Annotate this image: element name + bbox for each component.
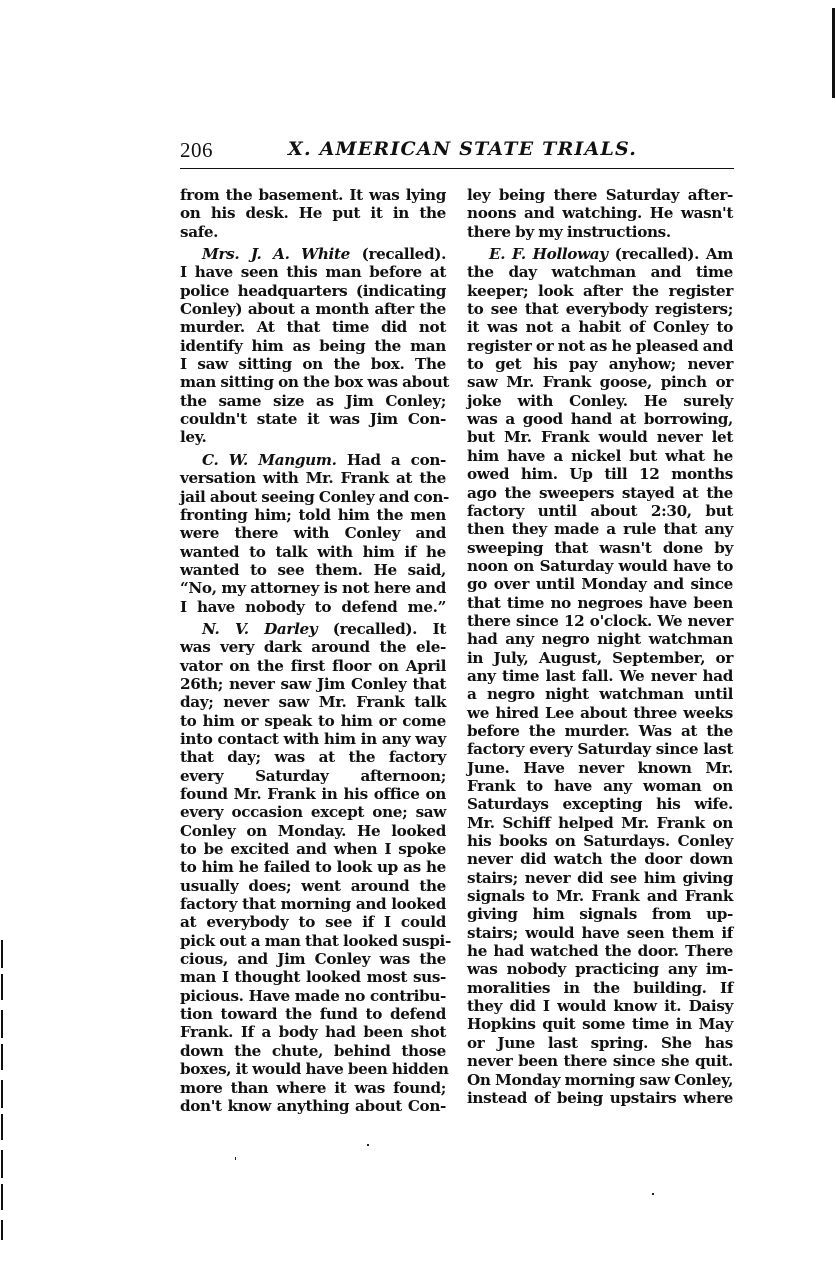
text-line: ley being there Saturday after- bbox=[467, 186, 733, 204]
text-line: ley. bbox=[180, 428, 207, 447]
text-line: the day watchman and time bbox=[467, 263, 733, 282]
text-line: fronting him; told him the men bbox=[180, 505, 446, 524]
text-line: on his desk. He put it in the bbox=[180, 204, 446, 223]
text-line: the same size as Jim Conley; bbox=[180, 391, 446, 410]
text-line: his books on Saturdays. Conley bbox=[467, 832, 733, 851]
text-line: day; never saw Mr. Frank talk bbox=[180, 693, 446, 712]
text-line: it was not a habit of Conley to bbox=[467, 318, 733, 337]
text-line: a negro night watchman until bbox=[467, 685, 733, 704]
paragraph-first-line bbox=[180, 245, 446, 263]
text-line: then they made a rule that any bbox=[467, 520, 733, 539]
text-line: giving him signals from up- bbox=[467, 905, 733, 924]
text-line: joke with Conley. He surely bbox=[467, 391, 733, 410]
line-text: (recalled). It bbox=[317, 619, 446, 638]
text-line: was nobody practicing any im- bbox=[467, 960, 733, 979]
text-line: 26th; never saw Jim Conley that bbox=[180, 674, 446, 693]
header-rule bbox=[180, 168, 734, 169]
paragraph-first-line bbox=[180, 451, 446, 469]
text-line: “No, my attorney is not here and bbox=[180, 579, 446, 598]
text-line: more than where it was found; bbox=[180, 1078, 446, 1097]
scan-speck bbox=[652, 1193, 654, 1195]
text-line: man sitting on the box was about bbox=[180, 373, 450, 392]
text-line: was a good hand at borrowing, bbox=[467, 410, 733, 429]
text-line: vator on the first floor on April bbox=[180, 656, 446, 675]
text-line: every Saturday afternoon; bbox=[180, 766, 446, 785]
text-line: had any negro night watchman bbox=[467, 630, 733, 649]
text-line: On Monday morning saw Conley, bbox=[467, 1070, 734, 1089]
text-line: go over until Monday and since bbox=[467, 575, 733, 594]
paragraph-first-line bbox=[467, 245, 733, 263]
scan-speck bbox=[367, 1144, 369, 1146]
text-line: wanted to talk with him if he bbox=[180, 542, 446, 561]
left-column bbox=[180, 186, 451, 1115]
text-line: June. Have never known Mr. bbox=[467, 758, 733, 777]
text-line: usually does; went around the bbox=[180, 876, 446, 895]
line-text: (recalled). Am bbox=[607, 245, 733, 264]
text-line: picious. Have made no contribu- bbox=[180, 986, 446, 1005]
page-number: 206 bbox=[180, 138, 213, 162]
text-line: to be excited and when I spoke bbox=[180, 840, 446, 859]
page-header bbox=[180, 134, 734, 166]
text-line: Saturdays excepting his wife. bbox=[467, 795, 733, 814]
text-line: from the basement. It was lying bbox=[180, 186, 446, 204]
text-line: never did watch the door down bbox=[467, 850, 733, 869]
text-line: couldn't state it was Jim Con- bbox=[180, 410, 446, 429]
text-line: in July, August, September, or bbox=[467, 648, 733, 667]
paragraph-first-line bbox=[180, 620, 446, 638]
witness-name: N. V. Darley bbox=[202, 619, 318, 638]
text-line: Frank to have any woman on bbox=[467, 777, 733, 795]
text-line: to him he failed to look up as he bbox=[180, 858, 446, 877]
text-line: down the chute, behind those bbox=[180, 1041, 446, 1060]
text-line: I saw sitting on the box. The bbox=[180, 355, 446, 374]
running-title: X. AMERICAN STATE TRIALS. bbox=[288, 138, 638, 160]
text-line: were there with Conley and bbox=[180, 524, 446, 543]
text-line: man I thought looked most sus- bbox=[180, 968, 446, 987]
right-column bbox=[467, 186, 733, 1107]
text-line: ago the sweepers stayed at the bbox=[467, 483, 733, 502]
text-line: that day; was at the factory bbox=[180, 748, 446, 767]
text-line: factory that morning and looked bbox=[180, 895, 446, 914]
text-line: every occasion except one; saw bbox=[180, 803, 446, 822]
text-line: saw Mr. Frank goose, pinch or bbox=[467, 373, 733, 392]
text-line: stairs; would have seen them if bbox=[467, 923, 733, 942]
text-line: versation with Mr. Frank at the bbox=[180, 469, 446, 488]
text-line: I have seen this man before at bbox=[180, 263, 446, 282]
text-line: any time last fall. We never had bbox=[467, 666, 733, 685]
witness-name: E. F. Holloway bbox=[489, 245, 608, 264]
witness-name: Mrs. J. A. White bbox=[202, 245, 350, 264]
text-line: police headquarters (indicating bbox=[180, 281, 446, 300]
text-line: cious, and Jim Conley was the bbox=[180, 950, 446, 969]
text-line: stairs; never did see him giving bbox=[467, 868, 733, 887]
scan-edge-artifact bbox=[1, 940, 3, 1240]
text-line: noon on Saturday would have to bbox=[467, 556, 733, 575]
text-line: they did I would know it. Daisy bbox=[467, 997, 733, 1016]
text-line: to him or speak to him or come bbox=[180, 711, 446, 730]
scan-edge-artifact bbox=[832, 8, 835, 98]
text-line: murder. At that time did not bbox=[180, 318, 446, 337]
text-line: factory every Saturday since last bbox=[467, 740, 733, 759]
text-line: we hired Lee about three weeks bbox=[467, 703, 733, 722]
text-line: to get his pay anyhow; never bbox=[467, 355, 733, 374]
text-line: but Mr. Frank would never let bbox=[467, 428, 733, 447]
text-line: Hopkins quit some time in May bbox=[467, 1015, 733, 1034]
text-line: never been there since she quit. bbox=[467, 1052, 733, 1071]
text-line: tion toward the fund to defend bbox=[180, 1005, 446, 1024]
text-line: moralities in the building. If bbox=[467, 978, 733, 997]
text-line: identify him as being the man bbox=[180, 336, 446, 355]
text-line: I have nobody to defend me.” bbox=[180, 597, 446, 616]
text-line: Conley on Monday. He looked bbox=[180, 821, 446, 840]
text-line: noons and watching. He wasn't bbox=[467, 204, 733, 223]
text-line: pick out a man that looked suspi- bbox=[180, 931, 451, 950]
text-line: register or not as he pleased and bbox=[467, 336, 734, 355]
text-line: found Mr. Frank in his office on bbox=[180, 785, 446, 803]
text-line: or June last spring. She has bbox=[467, 1033, 733, 1052]
text-line: jail about seeing Conley and con- bbox=[180, 487, 449, 506]
text-line: was very dark around the ele- bbox=[180, 638, 446, 657]
witness-name: C. W. Mangum. bbox=[202, 450, 337, 469]
text-line: instead of being upstairs where bbox=[467, 1088, 733, 1107]
text-line: he had watched the door. There bbox=[467, 942, 733, 961]
text-line: signals to Mr. Frank and Frank bbox=[467, 887, 733, 906]
text-line: boxes, it would have been hidden bbox=[180, 1060, 449, 1079]
text-line: to see that everybody registers; bbox=[467, 300, 733, 319]
text-line: factory until about 2:30, but bbox=[467, 501, 733, 520]
text-line: Conley) about a month after the bbox=[180, 300, 446, 319]
scan-speck bbox=[235, 1157, 236, 1160]
text-line: safe. bbox=[180, 222, 219, 241]
text-line: owed him. Up till 12 months bbox=[467, 465, 733, 484]
text-line: sweeping that wasn't done by bbox=[467, 538, 733, 557]
line-text: Had a con- bbox=[336, 450, 447, 469]
text-line: before the murder. Was at the bbox=[467, 721, 733, 740]
text-line: that time no negroes have been bbox=[467, 593, 733, 612]
text-line: keeper; look after the register bbox=[467, 281, 733, 300]
line-text: (recalled). bbox=[349, 245, 447, 264]
text-line: Frank. If a body had been shot bbox=[180, 1023, 446, 1042]
text-line: into contact with him in any way bbox=[180, 729, 446, 748]
text-line: there since 12 o'clock. We never bbox=[467, 611, 733, 630]
text-line: him have a nickel but what he bbox=[467, 446, 733, 465]
text-line: don't know anything about Con- bbox=[180, 1096, 446, 1115]
text-line: Mr. Schiff helped Mr. Frank on bbox=[467, 813, 733, 832]
text-line: wanted to see them. He said, bbox=[180, 560, 446, 579]
text-line: at everybody to see if I could bbox=[180, 913, 446, 932]
text-line: there by my instructions. bbox=[467, 222, 671, 241]
